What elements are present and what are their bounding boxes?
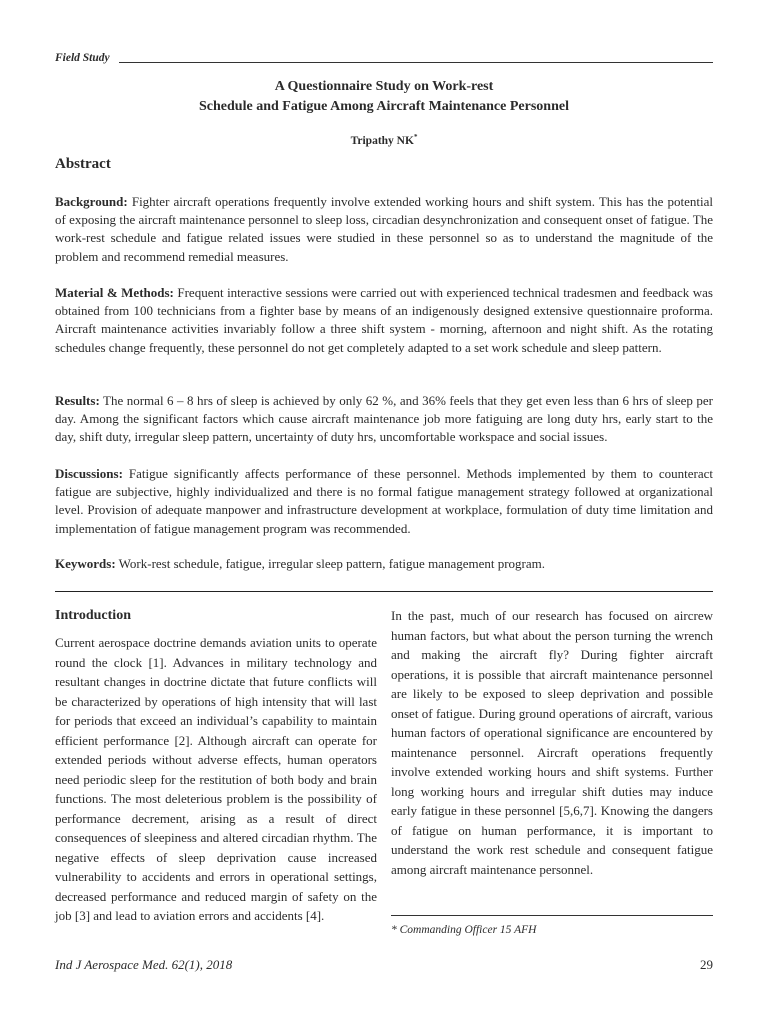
background-text: Fighter aircraft operations frequently involve extended working hours and shift system. This has the potential of exposing the aircraft maintenance personnel to sleep loss, circadian desynchronization and consequent onset of fatigue. The work-rest schedule and fatigue related issues were studied in these personnel so as to understand the magnitude of the problem and recommend remedial measures. bbox=[55, 194, 713, 264]
footnote: * Commanding Officer 15 AFH bbox=[391, 924, 537, 936]
abstract-discussion bbox=[55, 465, 713, 538]
right-column bbox=[391, 606, 713, 879]
introduction-heading: Introduction bbox=[55, 608, 131, 623]
abstract-keywords bbox=[55, 555, 713, 573]
abstract-results bbox=[55, 392, 713, 447]
background-label: Background: bbox=[55, 194, 128, 209]
discussion-label: Discussions: bbox=[55, 466, 123, 481]
methods-text: Frequent interactive sessions were carried out with experienced technical tradesmen and feedback was obtained from 100 technicians from a fighter base by means of an indigenously designed extensive questionnaire proforma. Aircraft maintenance activities invariably follow a three shift system - morning, afternoon and night shift. As the rotating schedules change frequently, these personnel do not get completely adapted to a set work schedule and sleep pattern. bbox=[55, 285, 713, 355]
keywords-label: Keywords: bbox=[55, 556, 116, 571]
header-rule bbox=[119, 62, 713, 63]
section-label: Field Study bbox=[55, 50, 114, 66]
introduction-paragraph-1: Current aerospace doctrine demands aviation units to operate round the clock [1]. Advances in military technology and resultant changes in doctrine dictate that future conflicts will be characterized by operations of high intensity that will last for periods that exceed an individual’s capability to maintain efficient performance [2]. Although aircraft can operate for extended periods without adverse effects, human operators need periodic sleep for the restitution of both body and brain functions. The most deleterious problem is the possibility of performance decrement, arising as a result of direct consequences of sleepiness and altered circadian rhythm. The negative effects of sleep deprivation cause increased vulnerability to accidents and errors in operational settings, decreased performance and reduced margin of safety on the job [3] and lead to aviation errors and accidents [4]. bbox=[55, 635, 377, 923]
discussion-text: Fatigue significantly affects performance of these personnel. Methods implemented by them to counteract fatigue are subjective, highly individualized and there is no formal fatigue management strategy followed at organizational level. Provision of adequate manpower and infrastructure development at workplace, formulation of duty time limitation and implementation of fatigue management program was recommended. bbox=[55, 466, 713, 536]
results-text: The normal 6 – 8 hrs of sleep is achieved by only 62 %, and 36% feels that they get even less than 6 hrs of sleep per day. Among the significant factors which cause aircraft maintenance job more fatiguing are long duty hrs, early start to the day, shift duty, irregular sleep pattern, uncertainty of duty hrs, uncomfortable workspace and social issues. bbox=[55, 393, 713, 445]
author-name: Tripathy NK bbox=[350, 134, 414, 147]
title-line-2: Schedule and Fatigue Among Aircraft Maintenance Personnel bbox=[199, 99, 569, 114]
introduction-paragraph-2: In the past, much of our research has focused on aircrew human factors, but what about the person turning the wrench and making the aircraft fly? During fighter aircraft operations, it is possible that aircraft maintenance personnel are likely to be exposed to sleep deprivation and possible onset of fatigue. During ground operations of aircraft, various human factors of operational significance are encountered by maintenance personnel. Aircraft operations frequently involve extended working hours and shift systems. Further long working hours and irregular shift duties may induce early fatigue in these personnel [5,6,7]. Knowing the dangers of fatigue on human performance, it is important to understand the work rest schedule and consequent fatigue among aircraft maintenance personnel. bbox=[391, 608, 713, 877]
abstract-methods bbox=[55, 284, 713, 357]
abstract-heading: Abstract bbox=[55, 156, 111, 172]
page-number: 29 bbox=[700, 957, 713, 972]
abstract-divider bbox=[55, 591, 713, 592]
running-header bbox=[55, 50, 713, 68]
title-line-1: A Questionnaire Study on Work-rest bbox=[274, 79, 494, 94]
author-line bbox=[0, 133, 768, 147]
results-label: Results: bbox=[55, 393, 100, 408]
methods-label: Material & Methods: bbox=[55, 285, 174, 300]
left-column bbox=[55, 606, 377, 926]
article-title bbox=[0, 77, 768, 117]
author-mark: * bbox=[413, 133, 418, 141]
abstract-background bbox=[55, 193, 713, 266]
journal-citation: Ind J Aerospace Med. 62(1), 2018 bbox=[55, 957, 233, 972]
keywords-text: Work-rest schedule, fatigue, irregular sleep pattern, fatigue management program. bbox=[115, 556, 546, 571]
footnote-rule bbox=[391, 915, 713, 916]
